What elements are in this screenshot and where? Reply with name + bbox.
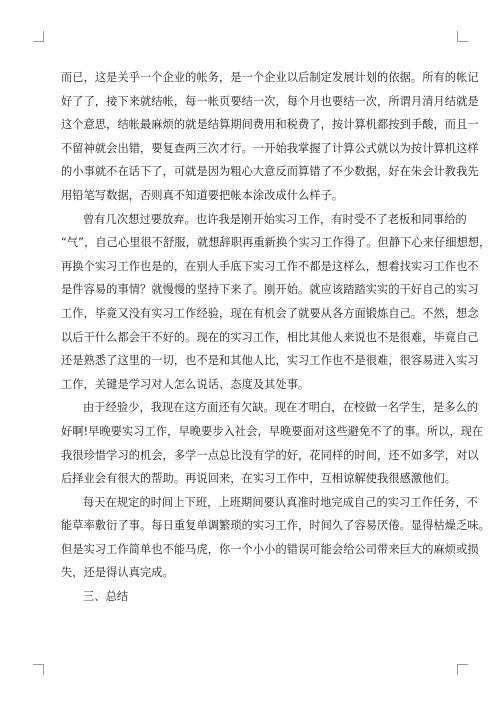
text-line: 是件容易的事情？就慢慢的坚持下来了。刚开始。就应该踏踏实实的干好自己的实习 — [61, 283, 479, 297]
text-line: 曾有几次想过要放弃。也许我是刚开始实习工作，有时受不了老板和同事给的 — [83, 212, 467, 226]
text-line: 不留神就会出错，要复查两三次才行。一开始我掌握了计算公式就以为按计算机这样 — [61, 141, 479, 155]
crop-mark-bottom-right — [457, 664, 468, 675]
text-line: 好了了，接下来就结帐，每一帐页要结一次，每个月也要结一次，所谓月清月结就是 — [61, 94, 479, 108]
paragraph — [61, 208, 491, 397]
text-line: 但是实习工作简单也不能马虎，你一个小小的错误可能会给公司带来巨大的麻烦或损 — [61, 542, 479, 556]
text-line: “气”，自己心里很不舒服，就想辞职再重新换个实习工作得了。但静下心来仔细想想， — [61, 236, 491, 250]
text-line: 工作，关键是学习对人怎么说话、态度及其处事。 — [61, 377, 310, 391]
paragraph — [61, 491, 490, 585]
text-line: 失，还是得认真完成。 — [61, 566, 174, 580]
paragraph — [61, 66, 479, 208]
text-line: 每天在规定的时间上下班，上班期间要认真准时地完成自己的实习工作任务，不 — [83, 495, 479, 509]
text-line: 能草率敷衍了事。每日重复单调繁琐的实习工作，时间久了容易厌倦。显得枯燥乏味。 — [61, 519, 490, 533]
text-line: 的小事就不在话下了，可就是因为粗心大意反而算错了不少数据，好在朱会计教我先 — [61, 165, 479, 179]
text-line: 由于经验少，我现在这方面还有欠缺。现在才明白，在校做一名学生，是多么的 — [83, 401, 479, 415]
text-line: 这个意思，结帐最麻烦的就是结算期间费用和税费了，按计算机都按到手酸，而且一 — [61, 118, 479, 132]
crop-mark-bottom-left — [33, 664, 44, 675]
text-line: 我很珍惜学习的机会，多学一点总比没有学的好，花同样的时间，还不如多学，对以 — [61, 448, 479, 462]
paragraph — [61, 396, 484, 490]
section-heading: 三、总结 — [83, 590, 129, 604]
text-line: 用铅笔写数据，否则真不知道要把帐本涂改成什么样子。 — [61, 188, 344, 202]
crop-mark-top-left — [33, 31, 44, 42]
text-line: 后择业会有很大的帮助。再说回来，在实习工作中，互相谅解使我很感激他们。 — [61, 472, 457, 486]
text-line: 再换个实习工作也是的，在别人手底下实习工作不都是这样么，想着找实习工作也不 — [61, 259, 479, 273]
text-line: 而已，这是关乎一个企业的帐务，是一个企业以后制定发展计划的依据。所有的帐记 — [61, 71, 479, 84]
text-line: 工作，毕竟又没有实习工作经验，现在有机会了就要从各方面锻炼自己。不然，想念 — [61, 306, 479, 320]
text-line: 以后干什么都会干不好的。现在的实习工作，相比其他人来说也不是很难，毕竟自己 — [61, 330, 479, 344]
crop-mark-top-right — [457, 31, 468, 42]
text-line: 好啊!早晚要实习工作，早晚要步入社会，早晚要面对这些避免不了的事。所以，现在 — [61, 424, 484, 438]
document-body — [61, 66, 491, 609]
text-line: 还是熟悉了这里的一切，也不是和其他人比，实习工作也不是很难，很容易进入实习 — [61, 354, 479, 368]
